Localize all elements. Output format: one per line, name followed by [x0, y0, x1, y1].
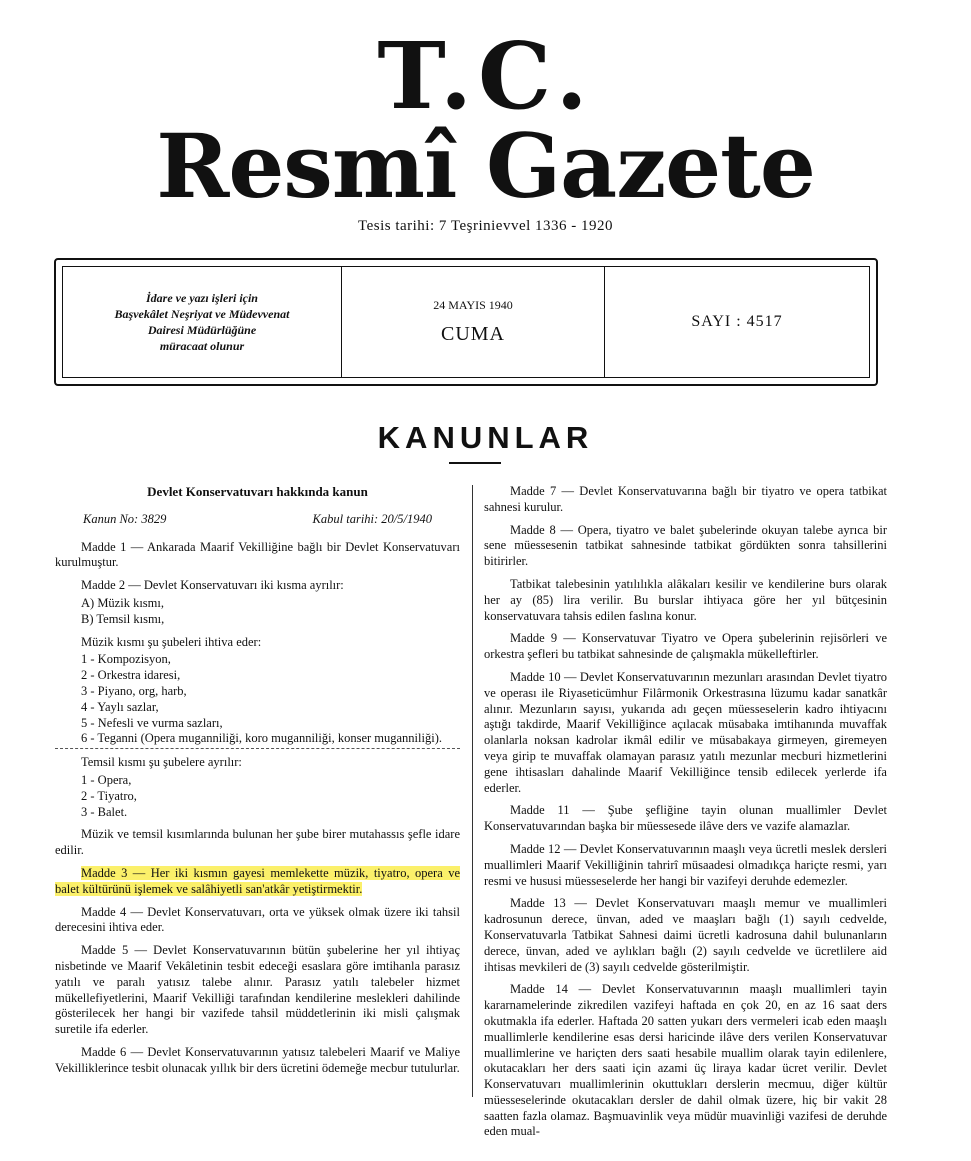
- issue-number: SAYI : 4517: [691, 313, 783, 330]
- admin-line: Dairesi Müdürlüğüne: [147, 323, 257, 337]
- administration-notice: [63, 267, 342, 377]
- column-divider: [472, 485, 473, 1097]
- list-item: 2 - Orkestra idaresi,: [81, 668, 181, 683]
- article-2-list: [81, 596, 460, 628]
- article-12: Madde 12 — Devlet Konservatuvarının maaşlı veya ücretli meslek dersleri muallimleri Maarif Vekilliğinin tahrirî müsaadesi olmadıkça hariçte resmi, yarı resmi ve hususi müesseselerde her hangi bir vazifeyi deruhde edemezler.: [484, 841, 887, 888]
- article-3: [55, 866, 460, 898]
- list-item: 1 - Opera,: [81, 772, 132, 787]
- article-5: Madde 5 — Devlet Konservatuvarının bütün şubelerine her yıl ihtiyaç nisbetinde ve Maarif Vekâletinin tesbit edeceği esaslara göre imtihanla parasız yatılı ve paralı yatısız talebe alınır. Parasız yatılı talebeler hizmet mükellefiyetlerini, Maarif Vekilliği tarafından kendilerine meslekleri dahilinde gösterilecek her hangi bir vazifede tahsil müddetlerinin iki misli çalışmak suretile ifa ederler.: [55, 943, 460, 1037]
- theatre-branches-list: [81, 773, 460, 820]
- dashed-rule: [55, 748, 460, 749]
- masthead-tc: T.C.: [377, 22, 594, 130]
- article-2: Madde 2 — Devlet Konservatuvarı iki kısma ayrılır:: [81, 578, 344, 593]
- theatre-branches-intro: Temsil kısmı şu şubelere ayrılır:: [81, 755, 242, 770]
- law-number: Kanun No: 3829: [83, 511, 167, 526]
- list-item: 6 - Teganni (Opera muganniliği, koro muganniliği, konser muganniliği).: [81, 731, 442, 746]
- list-item: 4 - Yaylı sazlar,: [81, 699, 159, 714]
- issue-date-cell: [342, 267, 605, 377]
- left-column: [55, 484, 460, 1084]
- article-6: Madde 6 — Devlet Konservatuvarının yatısız talebeleri Maarif ve Maliye Vekilliklerince tesbit olunacak yıllık bir ders ücretini ödemeğe mecbur tutulurlar.: [55, 1044, 460, 1075]
- law-title: Devlet Konservatuvarı hakkında kanun: [147, 484, 368, 499]
- list-item: 1 - Kompozisyon,: [81, 652, 171, 667]
- article-13: Madde 13 — Devlet Konservatuvarı maaşlı memur ve muallimleri kadrosunun derece, ünvan, aded ve maaşları bağlı (1) sayılı cedvelde, Konservatuvarla Tatbikat Sahnesi daimi ücretli kadrosuna dahil bulunanların derece, ünvan, aded ve aylıkları bağlı (2) sayılı cedvelde ve ücretlilere aid ihtisas mevkileri de (3) sayılı cedvelde gösterilmiştir.: [484, 896, 887, 974]
- article-14: Madde 14 — Devlet Konservatuvarının maaşlı muallimleri tayin kararnamelerinde zikredilen vazifeyi haftada en çok 20, en az 16 saat ders okutmakla ifa ederler. Haftada 20 satten yukarı ders vermeleri icab eden maaşlı muallimlerle kendilerine esas dersi haricinde ilâve ders verilen Konservatuvar muallimlerine ve hariçten ders saati hesabile muallim olarak tayin edilenlere, okutacakları her ders saati için azami üç liraya kadar ücret verilir. Devlet Konservatuvarı muallimlerinin okuttukları derslerin mecmuu, diğer kültür müesseselerinde okutacakları dersler de dahil olmak üzere, hiç bir vakit 28 saatten fazla olamaz. Başmuavinlik veya müdür muavinliği vazifesi de deruhde eden mual-: [484, 982, 887, 1139]
- masthead: [0, 22, 971, 235]
- masthead-title: Resmî Gazete: [156, 114, 815, 218]
- list-item: 3 - Piyano, org, harb,: [81, 683, 187, 698]
- music-branches-intro: Müzik kısmı şu şubeleri ihtiva eder:: [81, 634, 262, 649]
- right-column: [484, 484, 887, 1147]
- list-item: 5 - Nefesli ve vurma sazları,: [81, 715, 223, 730]
- founding-date: Tesis tarihi: 7 Teşrinievvel 1336 - 1920: [357, 218, 614, 234]
- admin-line: Başvekâlet Neşriyat ve Müdevvenat: [114, 307, 290, 321]
- highlighted-text: Madde 3 — Her iki kısmın gayesi memlekette müzik, tiyatro, opera ve balet kültürünü işlemek ve salâhiyetli san'atkâr yetiştirmektir.: [55, 865, 460, 896]
- law-meta: [55, 512, 460, 528]
- article-4: Madde 4 — Devlet Konservatuvarı, orta ve yüksek olmak üzere iki tahsil derecesini ihtiva eder.: [55, 904, 460, 935]
- admin-line: müracaat olunur: [159, 339, 245, 353]
- section-rule: [449, 462, 501, 464]
- issue-info-box: [54, 258, 878, 386]
- law-accepted-date: Kabul tarihi: 20/5/1940: [312, 511, 432, 526]
- article-7: Madde 7 — Devlet Konservatuvarına bağlı bir tiyatro ve opera tatbikat sahnesi kurulur.: [484, 484, 887, 514]
- list-item: 3 - Balet.: [81, 804, 128, 819]
- article-11: Madde 11 — Şube şefliğine tayin olunan muallimler Devlet Konservatuvarından başka bir müessesede ilâve ders ve vazife alamazlar.: [484, 803, 887, 834]
- list-item: 2 - Tiyatro,: [81, 788, 137, 803]
- admin-line: İdare ve yazı işleri için: [146, 291, 258, 305]
- music-branches-list: [81, 652, 460, 731]
- branch-experts: Müzik ve temsil kısımlarında bulunan her şube birer mutahassıs şefle idare edilir.: [55, 827, 460, 858]
- list-item: A) Müzik kısmı,: [81, 595, 164, 610]
- section-title: KANUNLAR: [377, 420, 594, 455]
- issue-date: 24 MAYIS 1940: [433, 298, 513, 312]
- issue-day: CUMA: [440, 323, 505, 345]
- article-10: Madde 10 — Devlet Konservatuvarının mezunları arasından Devlet tiyatro ve operası ile Riyaseticümhur Filârmonik Orkestrasına lüzumu kadar sanatkâr alınır. Mezunların sayısı, yukarıda adı geçen müesseselerin kadro ihtiyacını aştığı takdirde, Maarif Vekilliğince açılacak müsabaka imtihanında muvaffak olanlarla noksan kadrolar ikmâl edilir ve müsabakaya girmeyen, giremeyen veya girip te muvaffak olamayan parasız yatılı mezunlar mecburi hizmetlerini gene ihtisasları dahalinde Maarif Vekilliğince tensib edilecek yerlerde ifa ederler.: [484, 669, 887, 795]
- article-9: Madde 9 — Konservatuvar Tiyatro ve Opera şubelerinin rejisörleri ve orkestra şefleri bu tatbikat sahnesinde de çalışmakla mükelleftirler.: [484, 631, 887, 662]
- article-1: Madde 1 — Ankarada Maarif Vekilliğine bağlı bir Devlet Konservatuvarı kurulmuştur.: [55, 539, 460, 570]
- article-8: Madde 8 — Opera, tiyatro ve balet şubelerinde okuyan talebe ayrıca bir sene müessesenin tatbikat sahnesinde tatbikat gördükten sonra tahsillerini bitirirler.: [484, 522, 887, 569]
- article-8-continued: Tatbikat talebesinin yatılılıkla alâkaları kesilir ve kendilerine burs olarak her ay (85) lira verilir. Bu burslar ihtiyaca göre her yıl bütçesinin konservatuvara tahsis edilen faslına konur.: [484, 576, 887, 623]
- list-item: B) Temsil kısmı,: [81, 611, 165, 626]
